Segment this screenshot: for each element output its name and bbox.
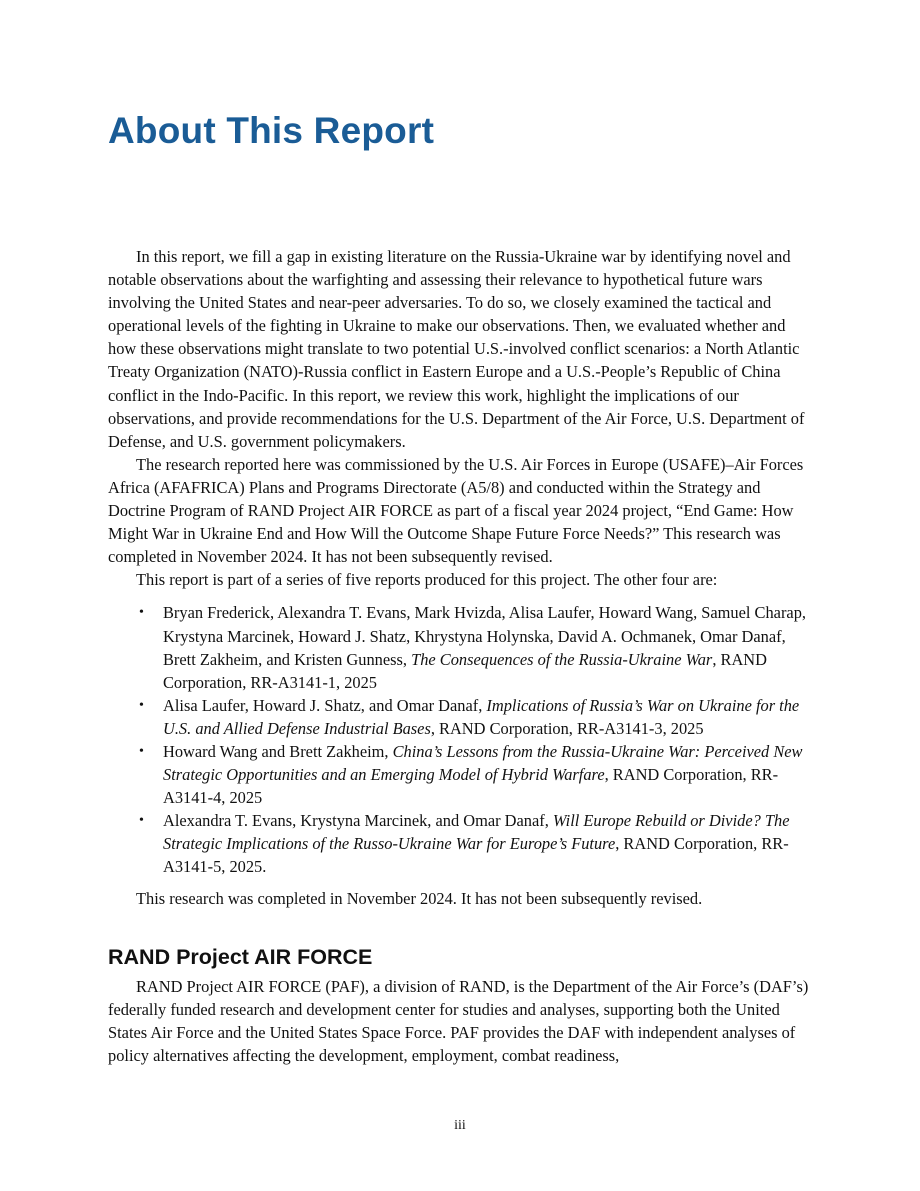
reference-title: China’s Lessons from the Russia-Ukraine War: Perceived New Strategic Opportunities and an Emerging Model of Hybrid Warfare <box>163 741 803 785</box>
intro-paragraph-1: In this report, we fill a gap in existing literature on the Russia-Ukraine war by identifying novel and notable observations about the warfighting and assessing their relevance to hypothetical future wars involving the United States and near-peer adversaries. To do so, we closely examined the tactical and operational levels of the fighting in Ukraine to make our observations. Then, we evaluated whether and how these observations might translate to two potential U.S.-involved conflict scenarios: a North Atlantic Treaty Organization (NATO)-Russia conflict in Eastern Europe and a U.S.-People’s Republic of China conflict in the Indo-Pacific. In this report, we review this work, highlight the implications of our observations, and provide recommendations for the U.S. Department of the Air Force, U.S. Department of Defense, and U.S. government policymakers. <box>108 247 805 451</box>
reference-authors: Howard Wang and Brett Zakheim, <box>163 741 393 761</box>
section-heading-paf: RAND Project AIR FORCE <box>108 944 373 969</box>
reference-authors: Alisa Laufer, Howard J. Shatz, and Omar Danaf, <box>163 695 487 715</box>
intro-paragraph-2: The research reported here was commissioned by the U.S. Air Forces in Europe (USAFE)–Air Forces Africa (AFAFRICA) Plans and Programs Directorate (A5/8) and conducted within the Strategy and Doctrine Program of RAND Project AIR FORCE as part of a fiscal year 2024 project, “End Game: How Might War in Ukraine End and How Will the Outcome Shape Future Force Needs?” This research was completed in November 2024. It has not been subsequently revised. <box>108 454 804 567</box>
bullet-icon: • <box>139 813 144 829</box>
closing-paragraph: This research was completed in November 2024. It has not been subsequently revised. <box>136 888 703 908</box>
reference-authors: Alexandra T. Evans, Krystyna Marcinek, and Omar Danaf, <box>163 811 553 831</box>
list-item <box>108 809 810 878</box>
reference-publisher: , RAND Corporation, RR-A3141-1, 2025 <box>163 649 767 692</box>
page-title: About This Report <box>108 110 435 151</box>
related-reports-list <box>108 601 810 878</box>
page-number: iii <box>454 1118 466 1133</box>
reference-authors: Bryan Frederick, Alexandra T. Evans, Mark Hvizda, Alisa Laufer, Howard Wang, Samuel Charap, Krystyna Marcinek, Howard J. Shatz, Khrystyna Holynska, David A. Ochmanek, Omar Danaf, Brett Zakheim, and Kristen Gunness, <box>163 603 806 669</box>
reference-title: The Consequences of the Russia-Ukraine War <box>411 649 713 669</box>
list-item <box>108 740 810 809</box>
bullet-icon: • <box>139 697 144 713</box>
bullet-icon: • <box>139 743 144 759</box>
reference-publisher: , RAND Corporation, RR-A3141-4, 2025 <box>163 765 779 808</box>
list-item <box>108 601 810 693</box>
paf-paragraph: RAND Project AIR FORCE (PAF), a division of RAND, is the Department of the Air Force’s (DAF’s) federally funded research and development center for studies and analyses, supporting both the United States Air Force and the United States Space Force. PAF provides the DAF with independent analyses of policy alternatives affecting the development, employment, combat readiness, <box>108 976 809 1065</box>
report-body <box>108 245 810 1067</box>
bullet-icon: • <box>139 605 144 621</box>
list-item <box>108 694 810 740</box>
reference-publisher: , RAND Corporation, RR-A3141-3, 2025 <box>430 718 704 738</box>
intro-paragraph-3: This report is part of a series of five reports produced for this project. The other four are: <box>136 570 718 590</box>
reference-publisher: , RAND Corporation, RR-A3141-5, 2025. <box>163 834 789 877</box>
reference-title: Will Europe Rebuild or Divide? The Strategic Implications of the Russo-Ukraine War for Europe’s Future <box>163 811 790 854</box>
reference-title: Implications of Russia’s War on Ukraine for the U.S. and Allied Defense Industrial Bases <box>163 695 800 738</box>
